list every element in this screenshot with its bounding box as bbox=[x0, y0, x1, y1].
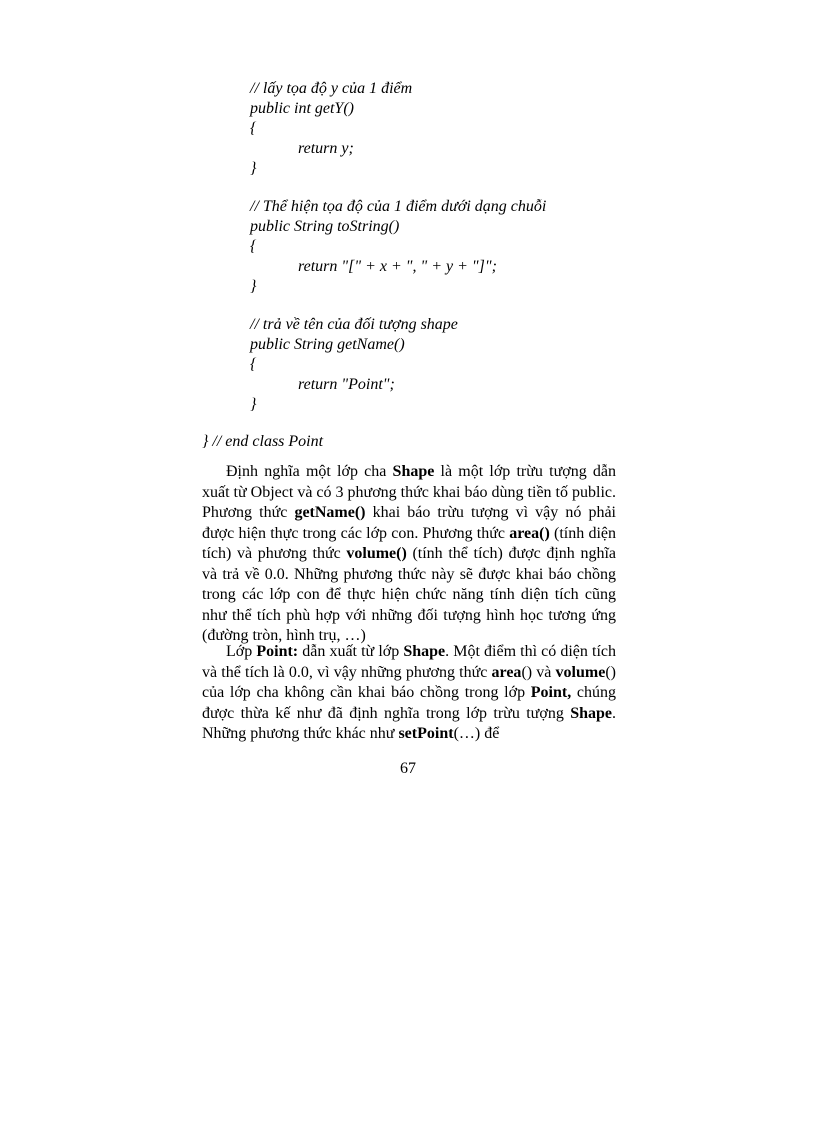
paragraph-text: khai báo trừu tượng vì vậy nó phải được hiện thực trong các lớp con. Phương thức bbox=[202, 504, 617, 542]
bold-term: Shape bbox=[403, 643, 446, 660]
bold-term: volume() bbox=[346, 545, 407, 562]
bold-term: getName() bbox=[294, 504, 366, 521]
code-body-gety: return y; bbox=[298, 140, 354, 157]
paragraph-text: Định nghĩa một lớp cha bbox=[226, 463, 393, 480]
paragraph-text: . Một điểm thì có diện tích và thể tích là 0.0, vì vậy những phương thức bbox=[202, 643, 616, 681]
bold-term: setPoint bbox=[398, 725, 454, 742]
paragraph-text: . Những phương thức khác như bbox=[202, 704, 616, 742]
paragraph-text: (tính thể tích) được định nghĩa và trả về 0.0. Những phương thức này sẽ được khai báo chồng trong các lớp con để thực hiện chức năng tính diện tích cũng như thể tích phù hợp với những đối tượng hình học tương ứng (đường tròn, hình trụ, …) bbox=[202, 545, 617, 644]
code-signature-getname: public String getName() bbox=[250, 336, 405, 353]
bold-term: area() bbox=[509, 524, 550, 542]
bold-term: Shape bbox=[392, 463, 435, 480]
paragraph-text: chúng được thừa kế như đã định nghĩa trong lớp trừu tượng bbox=[202, 684, 616, 722]
code-close-brace: } bbox=[250, 396, 257, 413]
code-open-brace: { bbox=[250, 120, 257, 137]
bold-term: Shape bbox=[570, 704, 612, 722]
code-body-tostring: return "[" + x + ", " + y + "]"; bbox=[298, 258, 497, 275]
code-body-getname: return "Point"; bbox=[298, 376, 395, 393]
paragraph-text: (…) để bbox=[453, 725, 500, 742]
code-close-brace: } bbox=[250, 278, 257, 295]
bold-term: area bbox=[491, 663, 522, 681]
paragraph-text: () và bbox=[521, 663, 556, 681]
paragraph-text: là một lớp trừu tượng dẫn xuất từ Object và có 3 phương thức khai báo dùng tiền tố public. Phương thức bbox=[202, 463, 617, 521]
bold-term: volume bbox=[555, 663, 606, 681]
code-end-class: } // end class Point bbox=[202, 433, 324, 450]
bold-term: Point, bbox=[530, 684, 572, 701]
code-open-brace: { bbox=[250, 238, 257, 255]
paragraph-text: dẫn xuất từ lớp bbox=[298, 643, 404, 660]
paragraph-shape-description bbox=[202, 462, 616, 647]
paragraph-text: (tính diện tích) và phương thức bbox=[202, 524, 616, 562]
paragraph-text: () của lớp cha không cần khai báo chồng trong lớp bbox=[202, 663, 616, 701]
code-comment-tostring: // Thể hiện tọa độ của 1 điểm dưới dạng chuỗi bbox=[250, 198, 547, 215]
code-close-brace: } bbox=[250, 160, 257, 177]
paragraph-text: Lớp bbox=[226, 643, 257, 660]
code-signature-tostring: public String toString() bbox=[250, 218, 400, 235]
code-comment-gety: // lấy tọa độ y của 1 điểm bbox=[250, 80, 413, 97]
page-number: 67 bbox=[400, 760, 416, 777]
code-signature-gety: public int getY() bbox=[250, 100, 354, 117]
paragraph-point-description bbox=[202, 642, 616, 745]
code-open-brace: { bbox=[250, 356, 257, 373]
code-comment-getname: // trả về tên của đối tượng shape bbox=[250, 316, 458, 333]
bold-term: Point: bbox=[256, 643, 299, 660]
